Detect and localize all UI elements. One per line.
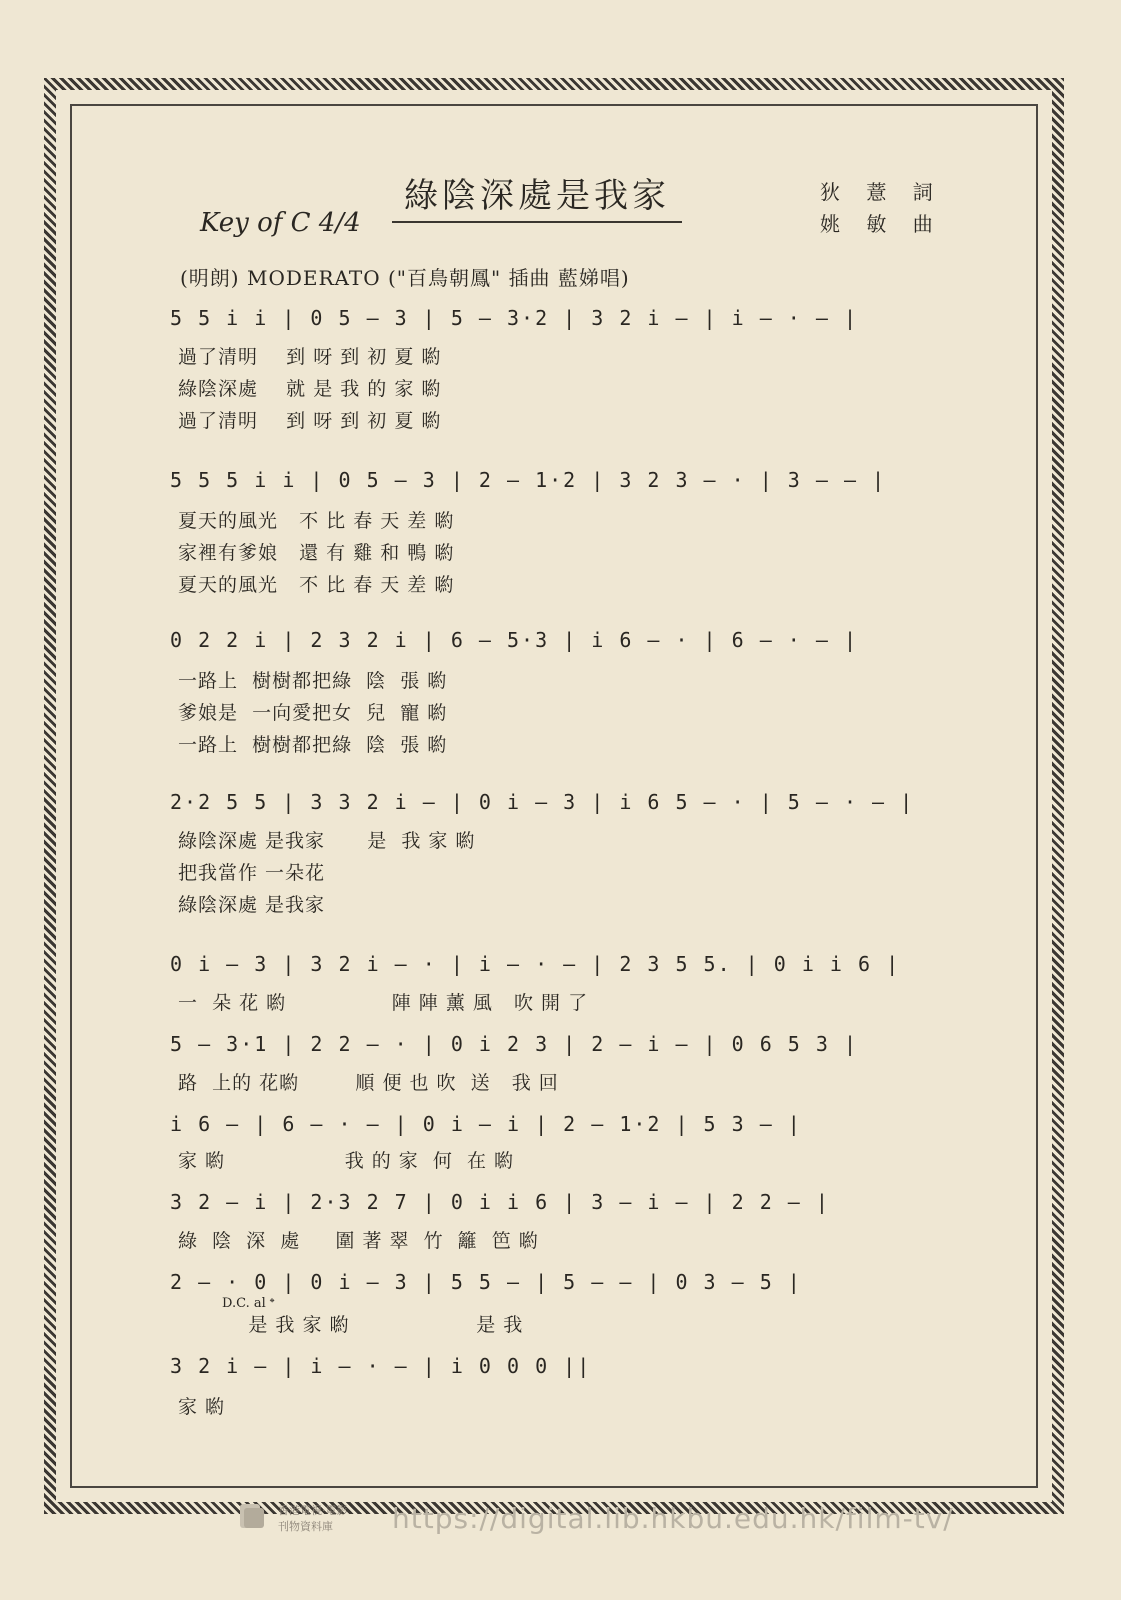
lyric-7: 家 喲 我 的 家 何 在 喲	[178, 1150, 514, 1172]
lyric-1-verse-1: 過了清明 到 呀 到 初 夏 喲	[178, 346, 442, 368]
notation-line-7: i 6 — | 6 — · — | 0 i — i | 2 — 1·2 | 5 3 — |	[170, 1112, 802, 1136]
composer-credit: 姚 敏 曲	[820, 212, 943, 236]
notation-line-10: 3 2 i — | i — · — | i 0 0 0 ||	[170, 1354, 592, 1378]
lyric-1-verse-2: 綠陰深處 就 是 我 的 家 喲	[178, 378, 442, 400]
notation-line-8: 3 2 — i | 2·3 2 7 | 0 i i 6 | 3 — i — | 2 2 — |	[170, 1190, 830, 1214]
lyric-10: 家 喲	[178, 1396, 226, 1418]
lyric-3-verse-3: 一路上 樹樹都把綠 陰 張 喲	[178, 734, 448, 756]
lyric-2-verse-2: 家裡有爹娘 還 有 雞 和 鴨 喲	[178, 542, 455, 564]
source-url[interactable]: https://digital.lib.hkbu.edu.hk/film-tv/	[392, 1502, 954, 1535]
logo-text-line-1: 香港電視·電影	[278, 1504, 348, 1517]
lyric-4-verse-3: 綠陰深處 是我家	[178, 894, 326, 916]
lyric-3-verse-1: 一路上 樹樹都把綠 陰 張 喲	[178, 670, 448, 692]
lyric-2-verse-3: 夏天的風光 不 比 春 天 差 喲	[178, 574, 455, 596]
song-title: 綠陰深處是我家	[392, 168, 682, 223]
tempo-marking: (明朗) MODERATO ("百鳥朝鳳" 插曲 藍娣唱)	[180, 266, 630, 290]
notation-line-1: 5 5 i i | 0 5 — 3 | 5 — 3·2 | 3 2 i — | i — · — |	[170, 306, 859, 330]
lyric-5: 一 朵 花 喲 陣 陣 薰 風 吹 開 了	[178, 992, 589, 1014]
key-signature: Key of C 4/4	[200, 208, 361, 238]
notation-line-3: 0 2 2 i | 2 3 2 i | 6 — 5·3 | i 6 — · | 6 — · — |	[170, 628, 859, 652]
notation-line-5: 0 i — 3 | 3 2 i — · | i — · — | 2 3 5 5. | 0 i i 6 |	[170, 952, 901, 976]
logo-text-line-2: 刊物資料庫	[278, 1520, 333, 1533]
notation-line-6: 5 — 3·1 | 2 2 — · | 0 i 2 3 | 2 — i — | 0 6 5 3 |	[170, 1032, 859, 1056]
lyricist-credit: 狄 薏 詞	[820, 180, 943, 204]
lyric-4-verse-2: 把我當作 一朵花	[178, 862, 326, 884]
notation-line-4: 2·2 5 5 | 3 3 2 i — | 0 i — 3 | i 6 5 — · | 5 — · — |	[170, 790, 915, 814]
lyric-8: 綠 陰 深 處 圍 著 翠 竹 籬 笆 喲	[178, 1230, 539, 1252]
lyric-6: 路 上的 花喲 順 便 也 吹 送 我 回	[178, 1072, 559, 1094]
lyric-2-verse-1: 夏天的風光 不 比 春 天 差 喲	[178, 510, 455, 532]
lyric-1-verse-3: 過了清明 到 呀 到 初 夏 喲	[178, 410, 442, 432]
lyric-4-verse-1: 綠陰深處 是我家 是 我 家 喲	[178, 830, 476, 852]
da-capo-mark: D.C. al 𝄌	[222, 1296, 275, 1311]
notation-line-9: 2 — · 0 | 0 i — 3 | 5 5 — | 5 — — | 0 3 — 5 |	[170, 1270, 802, 1294]
lyric-3-verse-2: 爹娘是 一向愛把女 兒 寵 喲	[178, 702, 448, 724]
lyric-9: 是 我 家 喲 是 我	[178, 1314, 524, 1336]
library-logo-icon	[238, 1500, 266, 1532]
notation-line-2: 5 5 5 i i | 0 5 — 3 | 2 — 1·2 | 3 2 3 — · | 3 — — |	[170, 468, 887, 492]
